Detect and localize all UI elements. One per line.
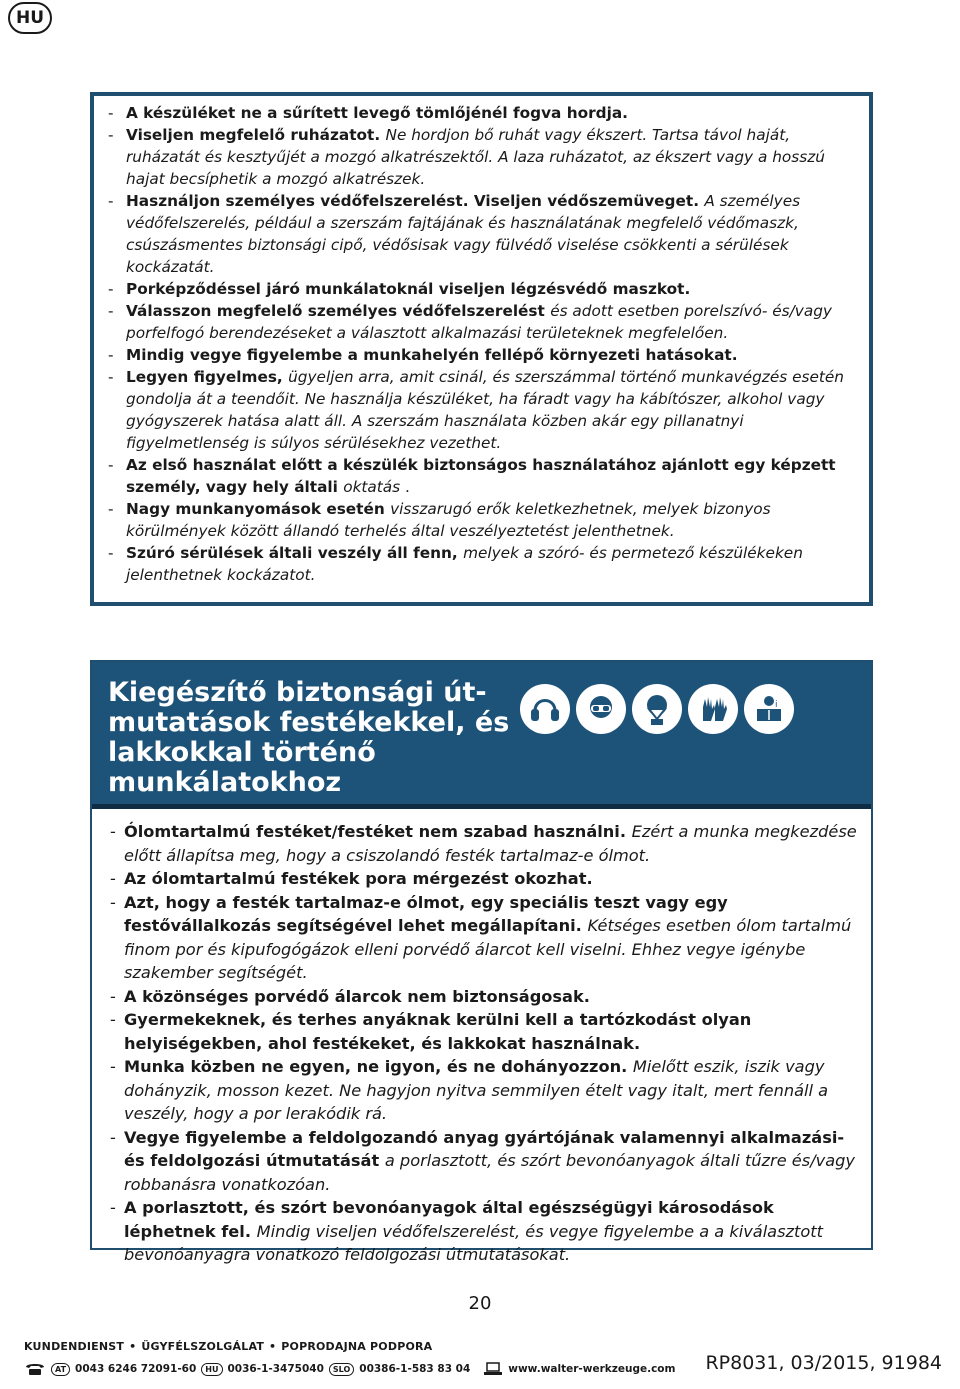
- list-item: [110, 1196, 861, 1267]
- list-item: [110, 820, 861, 867]
- service-label: KUNDENDIENST: [24, 1340, 125, 1353]
- list-item: [110, 1126, 861, 1197]
- svg-text:i: i: [775, 700, 778, 710]
- list-item: [110, 1008, 861, 1055]
- list-item: [108, 366, 857, 454]
- list-item-text: Viseljen megfelelő ruházatot.: [126, 126, 386, 144]
- safety-instructions-box: [90, 92, 873, 606]
- phone-number: 0036-1-3475040: [227, 1363, 324, 1375]
- section-title: Kiegészítő biztonsági út-mutatások festékekkel, és lakkokkal történő munkálatokhoz: [108, 677, 510, 798]
- safety-list: [108, 102, 857, 586]
- list-item: [108, 124, 857, 190]
- list-item-text: A személyes védőfelszerelés, például a szerszám fajtájának és használatának megfelelő védőmaszk, csúszásmentes biztonsági cipő, védősisak vagy fülvédő viselése csökkenti a sérülések kockázatát.: [126, 192, 801, 276]
- footer-contacts: [24, 1362, 675, 1376]
- section-header: [92, 662, 871, 809]
- list-item-text: .: [400, 478, 410, 496]
- list-item-text: Azt, hogy a festék tartalmaz-e ólmot, egy speciális teszt vagy egy festővállalkozás segítségével lehet megállapítani.: [124, 892, 728, 935]
- list-item-text: A készüléket ne a sűrített levegő tömlőjénél fogva hordja.: [126, 104, 628, 122]
- list-item-text: Szúró sérülések általi veszély áll fenn,: [126, 544, 464, 562]
- list-item-text: melyek a szóró- és permetező készülékeken jelenthetnek kockázatot.: [126, 544, 803, 584]
- list-item-text: Használjon személyes védőfelszerelést. Viseljen védőszemüveget.: [126, 192, 705, 210]
- respirator-mask-icon: [632, 684, 682, 734]
- model-info: RP8031, 03/2015, 91984: [705, 1352, 942, 1374]
- list-item-text: Mindig vegye figyelembe a munkahelyén fellépő környezeti hatásokat.: [126, 346, 738, 364]
- list-item-text: Gyermekeknek, és terhes anyáknak kerülni kell a tartózkodást olyan helyiségekben, ahol festékeket, és lakkokat használnak.: [124, 1010, 752, 1053]
- list-item: [108, 454, 857, 498]
- list-item: [108, 344, 857, 366]
- page-number: 20: [468, 1293, 492, 1314]
- list-item-text: Mindig viseljen védőfelszerelést, és vegye figyelembe a a kiválasztott bevonóanyagra vonatkozó feldolgozási útmutatásokat.: [124, 1221, 823, 1264]
- footer: [24, 1340, 942, 1386]
- gloves-icon: [688, 684, 738, 734]
- flag-slo: SLO: [329, 1363, 354, 1376]
- list-item: [108, 102, 857, 124]
- list-item-text: a porlasztott, és szórt bevonóanyagok általi tűzre és/vagy robbanásra vonatkozóan.: [124, 1151, 856, 1194]
- service-label: POPRODAJNA PODPORA: [281, 1340, 433, 1353]
- footer-services: KUNDENDIENST • ÜGYFÉLSZOLGÁLAT • POPRODAJNA PODPORA: [24, 1340, 433, 1353]
- list-item-text: Legyen figyelmes,: [126, 368, 289, 386]
- list-item-text: Válasszon megfelelő személyes védőfelszerelést: [126, 302, 551, 320]
- ear-protection-icon: [520, 684, 570, 734]
- list-item: [110, 1055, 861, 1126]
- flag-hu: HU: [201, 1363, 222, 1376]
- list-item-text: Kétséges esetben ólom tartalmú finom por és kipufogógázok elleni porvédő álarcot kell viselni. Ehhez vegye igénybe szakember segítségét.: [124, 916, 852, 982]
- list-item-text: Ólomtartalmú festéket/festéket nem szabad használni.: [124, 822, 632, 841]
- list-item-text: Az első használat előtt a készülék biztonságos használatához ajánlott egy képzett személy, vagy hely általi: [126, 456, 836, 496]
- list-item: [108, 542, 857, 586]
- list-item: [110, 891, 861, 985]
- paint-safety-list: [110, 820, 861, 1267]
- language-badge: HU: [8, 2, 52, 34]
- list-item-text: visszarugó erők keletkezhetnek, melyek bizonyos körülmények között állandó terhelés által veszélyeztetést jelenthetnek.: [126, 500, 771, 540]
- list-item-text: és adott esetben porelszívó- és/vagy porfelfogó berendezéseket a választott alkalmazási területeknek megfelelően.: [126, 302, 832, 342]
- computer-icon: [483, 1362, 503, 1376]
- list-item: [108, 278, 857, 300]
- ppe-icons: [520, 684, 794, 764]
- phone-number: 00386-1-583 83 04: [359, 1363, 471, 1375]
- phone-number: 0043 6246 72091-60: [75, 1363, 197, 1375]
- list-item-text: Munka közben ne egyen, ne igyon, és ne dohányozzon.: [124, 1057, 633, 1076]
- list-item-text: A közönséges porvédő álarcok nem biztonságosak.: [124, 986, 590, 1006]
- list-item: [108, 498, 857, 542]
- list-item: [110, 867, 861, 891]
- safety-goggles-icon: [576, 684, 626, 734]
- list-item-text: ügyeljen arra, amit csinál, és szerszámmal történő munkavégzés esetén gondolja át a teendőit. Ne használja készüléket, ha fáradt vagy ha kábítószer, alkohol vagy gyógyszerek hatása alatt áll. A szerszám használata közben akár egy pillanatnyi figyelmetlenség is súlyos sérülésekhez vezethet.: [126, 368, 844, 452]
- list-item-text: Nagy munkanyomások esetén: [126, 500, 391, 518]
- list-item: [110, 985, 861, 1009]
- list-item-text: Vegye figyelembe a feldolgozandó anyag gyártójának valamennyi alkalmazási- és feldolgozási útmutatását: [124, 1127, 845, 1170]
- paint-safety-box: [90, 660, 873, 1264]
- phone-icon: [24, 1362, 46, 1376]
- flag-at: AT: [51, 1363, 70, 1376]
- website-link[interactable]: www.walter-werkzeuge.com: [508, 1363, 676, 1375]
- list-item-text: Ne hordjon bő ruhát vagy ékszert. Tartsa távol haját, ruházatát és kesztyűjét a mozgó alkatrészektől. A laza ruházatot, az ékszert vagy a hosszú hajat becsíphetik a mozgó alkatrészek.: [126, 126, 825, 188]
- list-item: [108, 190, 857, 278]
- list-item-text: Az ólomtartalmú festékek pora mérgezést okozhat.: [124, 869, 593, 888]
- list-item: [108, 300, 857, 344]
- list-item-text: Ezért a munka megkezdése előtt állapítsa meg, hogy a csiszolandó festék tartalmaz-e ólmot.: [124, 822, 857, 865]
- read-manual-icon: [744, 684, 794, 734]
- list-item-text: Mielőtt eszik, iszik vagy dohányzik, mosson kezet. Ne hagyjon nyitva semmilyen ételt vagy italt, mert fennáll a veszély, hogy a por lerakódik rá.: [124, 1057, 829, 1123]
- list-item-text: A porlasztott, és szórt bevonóanyagok által egészségügyi károsodások léphetnek fel.: [124, 1198, 774, 1241]
- list-item-text: Porképződéssel járó munkálatoknál viseljen légzésvédő maszkot.: [126, 280, 691, 298]
- service-label: ÜGYFÉLSZOLGÁLAT: [141, 1340, 265, 1353]
- list-item-text: oktatás: [343, 478, 401, 496]
